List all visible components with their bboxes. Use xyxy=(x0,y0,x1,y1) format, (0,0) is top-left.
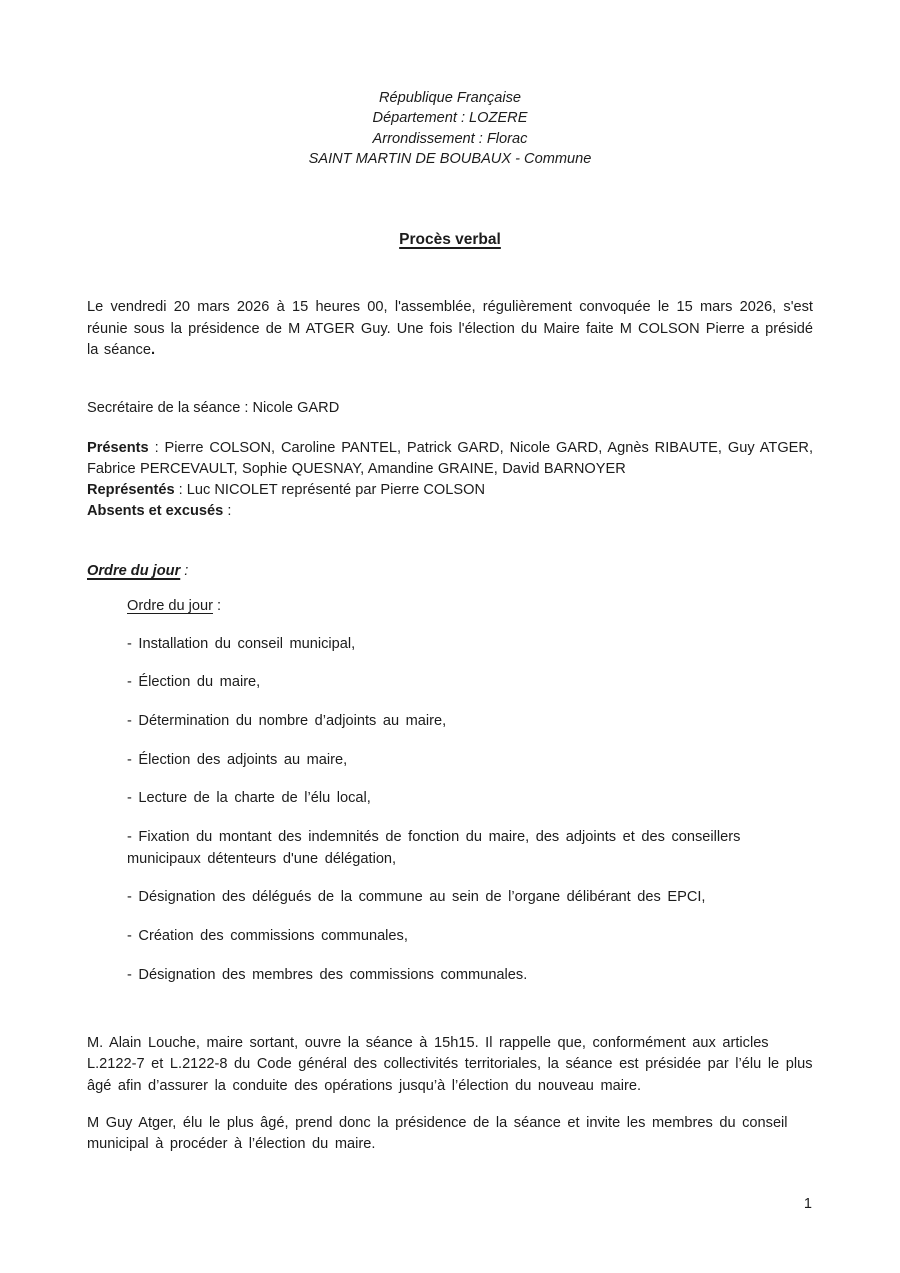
document-header xyxy=(87,88,813,169)
presents-names: : Pierre COLSON, Caroline PANTEL, Patrick GARD, Nicole GARD, Agnès RIBAUTE, Guy ATGER, Fabrice PERCEVAULT, Sophie QUESNAY, Amandine GRAINE, David BARNOYER xyxy=(87,439,813,477)
agenda-subheading xyxy=(127,596,813,617)
header-line-arrondissement: Arrondissement : Florac xyxy=(372,130,528,147)
represented-label: Représentés xyxy=(87,481,175,498)
document-title xyxy=(87,229,813,251)
presents-label: Présents xyxy=(87,439,149,456)
agenda-heading-text: Ordre du jour xyxy=(87,562,181,579)
agenda-item-election-adjoints: - Élection des adjoints au maire, xyxy=(127,751,348,768)
agenda-item-election-maire: - Élection du maire, xyxy=(127,674,261,691)
header-line-republique: République Française xyxy=(379,90,521,106)
absents-label: Absents et excusés xyxy=(87,502,224,519)
intro-period: . xyxy=(150,342,156,358)
page-number: 1 xyxy=(803,1196,812,1212)
agenda-item-membres-commissions: - Désignation des membres des commissions communales. xyxy=(127,966,528,983)
agenda-item-charte: - Lecture de la charte de l’élu local, xyxy=(127,790,371,807)
intro-text: Le vendredi 20 mars 2026 à 15 heures 00, l'assemblée, régulièrement convoquée le 15 mars 2026, s'est réunie sous la présidence de M ATGER Guy. Une fois l'élection du Maire faite M COLSON Pierre a présidé la séance xyxy=(87,299,813,358)
header-line-commune: SAINT MARTIN DE BOUBAUX - Commune xyxy=(308,150,592,167)
secretary-line: Secrétaire de la séance : Nicole GARD xyxy=(87,400,340,417)
absents-names: : xyxy=(223,502,232,519)
document-title-text: Procès verbal xyxy=(399,231,501,249)
absents-line xyxy=(87,501,813,522)
represented-line xyxy=(87,480,813,501)
attendance-block xyxy=(87,438,813,522)
closing-paragraph-ouverture: M. Alain Louche, maire sortant, ouvre la séance à 15h15. Il rappelle que, conformément aux articles L.2122-7 et L.2122-8 du Code général des collectivités territoriales, la séance est présidée par l’élu le plus âgé afin d’assurer la conduite des opérations jusqu’à l’élection du nouveau maire. xyxy=(87,1035,813,1094)
agenda-heading-colon: : xyxy=(180,562,189,579)
agenda-item-installation: - Installation du conseil municipal, xyxy=(127,635,356,652)
agenda-subheading-text: Ordre du jour xyxy=(127,598,213,615)
header-line-departement: Département : LOZERE xyxy=(372,110,528,127)
agenda-subheading-colon: : xyxy=(212,598,222,615)
agenda-item-delegues-epci: - Désignation des délégués de la commune au sein de l’organe délibérant des EPCI, xyxy=(127,889,706,906)
agenda-heading xyxy=(87,561,813,582)
represented-names: : Luc NICOLET représenté par Pierre COLSON xyxy=(174,481,485,498)
agenda-list xyxy=(87,634,813,986)
intro-paragraph xyxy=(87,297,813,361)
presents-line xyxy=(87,438,813,480)
agenda-item-creation-commissions: - Création des commissions communales, xyxy=(127,927,408,944)
agenda-item-nombre-adjoints: - Détermination du nombre d’adjoints au maire, xyxy=(127,713,447,730)
closing-paragraph-presidence: M Guy Atger, élu le plus âgé, prend donc la présidence de la séance et invite les membres du conseil municipal à procéder à l’élection du maire. xyxy=(87,1114,788,1153)
agenda-item-indemnites: - Fixation du montant des indemnités de fonction du maire, des adjoints et des conseillers municipaux détenteurs d'une délégation, xyxy=(127,829,741,867)
